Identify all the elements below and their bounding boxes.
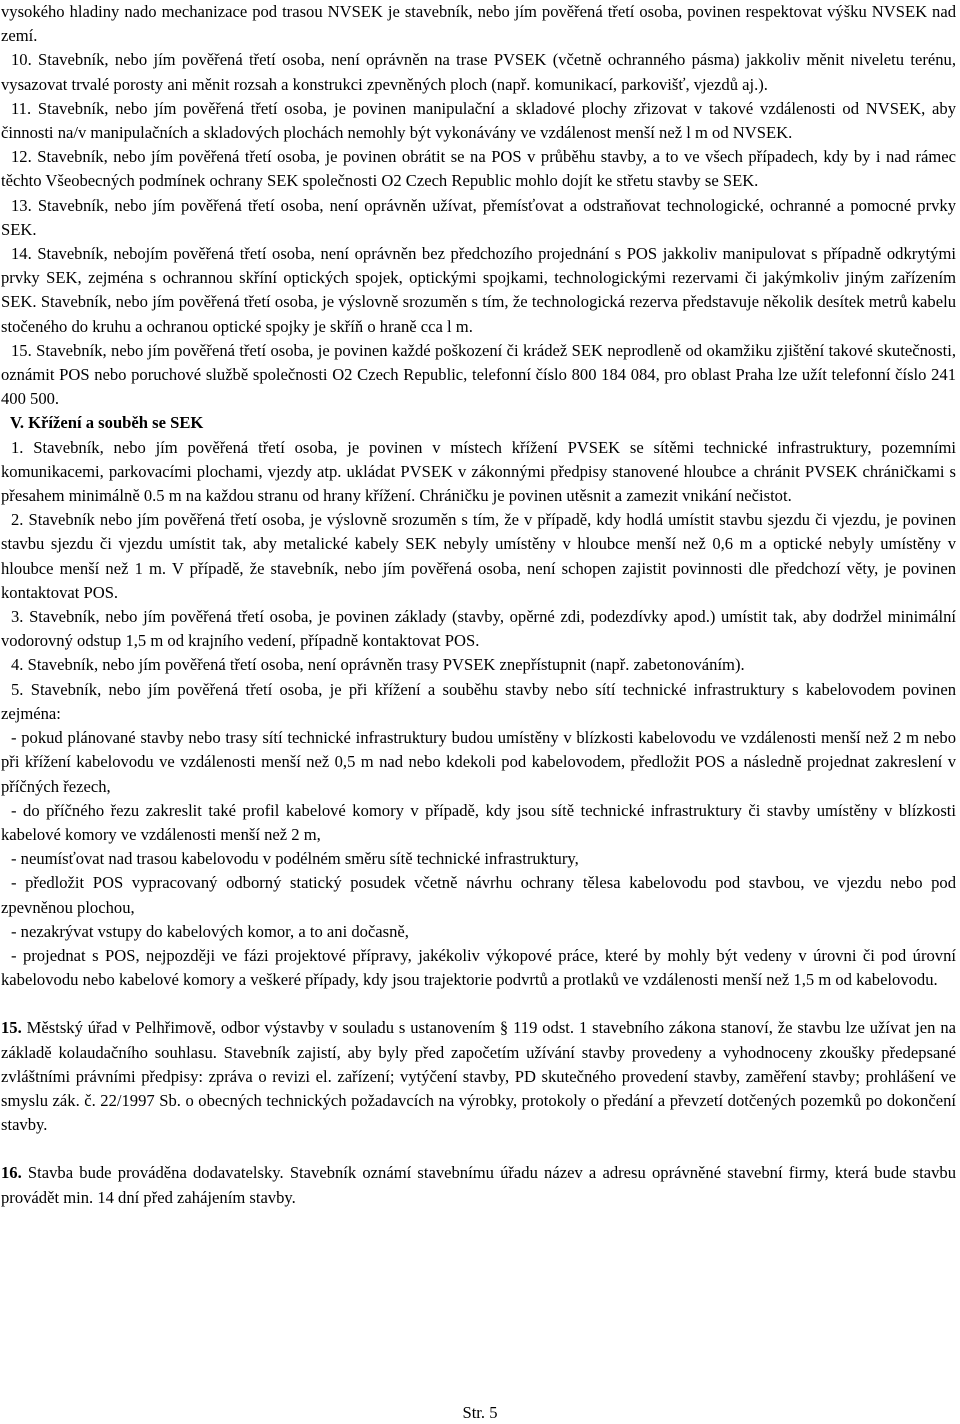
condition-15 [1, 1016, 956, 1137]
paragraph-12: 12. Stavebník, nebo jím pověřená třetí osoba, je povinen obrátit se na POS v průběhu stavby, a to ve všech případech, kdy by i nad rámec těchto Všeobecných podmínek ochrany SEK společnosti O2 Czech Republic mohlo dojít ke střetu stavby se SEK. [1, 147, 956, 191]
list-item: - neumísťovat nad trasou kabelovodu v podélném směru sítě technické infrastruktury, [11, 849, 579, 869]
condition-16-text: Stavba bude prováděna dodavatelsky. Stavebník oznámí stavebnímu úřadu název a adresu oprávněné stavební firmy, která bude stavbu provádět min. 14 dní před zahájením stavby. [1, 1163, 956, 1207]
spacer [1, 1137, 956, 1161]
section-paragraph-3: 3. Stavebník, nebo jím pověřená třetí osoba, je povinen základy (stavby, opěrné zdi, podezdívky apod.) umístit tak, aby dodržel minimální vodorovný odstup 1,5 m od krajního vedení, případně kontaktovat POS. [1, 607, 956, 651]
paragraph-15-sek: 15. Stavebník, nebo jím pověřená třetí osoba, je povinen každé poškození či krádež SEK neprodleně od okamžiku zjištění takové skutečnosti, oznámit POS nebo poruchové službě společnosti O2 Czech Republic, telefonní číslo 800 184 084, pro oblast Praha lze užít telefonní číslo 241 400 500. [1, 340, 956, 409]
list-item: - do příčného řezu zakreslit také profil kabelové komory v případě, kdy jsou sítě technické infrastruktury či stavby umístěny v blízkosti kabelové komory ve vzdálenosti menší než 2 m, [1, 800, 956, 844]
paragraph-continuation: vysokého hladiny nado mechanizace pod trasou NVSEK je stavebník, nebo jím pověřená třetí osoba, povinen respektovat výšku NVSEK nad zemí. [1, 2, 956, 46]
section-paragraph-2: 2. Stavebník nebo jím pověřená třetí osoba, je výslovně srozuměn s tím, že v případě, kdy hodlá umístit stavbu sjezdu či vjezdu, je povinen stavbu sjezdu či vjezdu umístit tak, aby metalické kabely SEK nebyly umístěny v hloubce menší než 0,6 m a optické nebyly umístěny v hloubce menší než 1 m. V případě, že stavebník, nebo jím pověřená osoba, není schopen zajistit povinnosti dle předchozí věty, je povinen kontaktovat POS. [1, 510, 956, 602]
list-item: - nezakrývat vstupy do kabelových komor, a to ani dočasně, [11, 921, 409, 941]
paragraph-10: 10. Stavebník, nebo jím pověřená třetí osoba, není oprávněn na trase PVSEK (včetně ochranného pásma) jakkoliv měnit niveletu terénu, vysazovat trvalé porosty ani měnit rozsah a konstrukci zpevněných ploch (např. komunikací, parkovišť, vjezdů aj.). [1, 50, 956, 94]
condition-16-number: 16. [1, 1163, 22, 1183]
section-paragraph-5: 5. Stavebník, nebo jím pověřená třetí osoba, je při křížení a souběhu stavby nebo sítí technické infrastruktury s kabelovodem povinen zejména: [1, 679, 956, 723]
list-item: - projednat s POS, nejpozději ve fázi projektové přípravy, jakékoliv výkopové práce, které by mohly být vedeny v úrovni či pod úrovní kabelovodu nebo kabelové komory a veškeré případy, kdy jsou trajektorie podvrtů a protlaků ve vzdálenosti menší než 1,5 m od kabelovodu. [1, 945, 956, 990]
section-paragraph-4: 4. Stavebník, nebo jím pověřená třetí osoba, není oprávněn trasy PVSEK znepřístupnit (např. zabetonováním). [11, 655, 745, 675]
document-page [1, 0, 956, 1210]
section-heading: V. Křížení a souběh se SEK [10, 413, 204, 433]
section-paragraph-1: 1. Stavebník, nebo jím pověřená třetí osoba, je povinen v místech křížení PVSEK se sítěmi technické infrastruktury, pozemními komunikacemi, parkovacími plochami, vjezdy atp. ukládat PVSEK v zákonnými předpisy stanovené hloubce a chránit PVSEK chráničkami s přesahem minimálně 0.5 m na každou stranu od hrany křížení. Chráničku je povinen utěsnit a zamezit vnikání nečistot. [1, 437, 956, 506]
list-item: - předložit POS vypracovaný odborný statický posudek včetně návrhu ochrany tělesa kabelovodu pod stavbou, ve vjezdu nebo pod zpevněnou plochou, [1, 873, 956, 917]
page-number: Str. 5 [462, 1403, 498, 1422]
paragraph-11: 11. Stavebník, nebo jím pověřená třetí osoba, je povinen manipulační a skladové plochy zřizovat v takové vzdálenosti od NVSEK, aby činnosti na/v manipulačních a skladových plochách nemohly být vykonávány ve vzdálenost menší než l m od NVSEK. [1, 98, 956, 143]
paragraph-14: 14. Stavebník, nebojím pověřená třetí osoba, není oprávněn bez předchozího projednání s POS jakkoliv manipulovat s případně odkrytými prvky SEK, zejména s ochrannou skříní optických spojek, optickými spojkami, technologickými rezervami či jakýmkoliv jiným zařízením SEK. Stavebník, nebo jím pověřená třetí osoba, je výslovně srozuměn s tím, že technologická rezerva představuje několik desítek metrů kabelu stočeného do kruhu a ochranou optické spojky je skříň o hraně cca l m. [1, 244, 956, 336]
spacer [1, 992, 956, 1016]
condition-16 [1, 1161, 956, 1209]
condition-15-text: Městský úřad v Pelhřimově, odbor výstavby v souladu s ustanovením § 119 odst. 1 stavebního zákona stanoví, že stavbu lze užívat jen na základě kolaudačního souhlasu. Stavebník zajistí, aby byly před započetím užívání stavby provedeny a vyhodnoceny zkoušky předepsané zvláštními právními předpisy: zpráva o revizi el. zařízení; vytýčení stavby, PD skutečného provedení stavby, zaměření stavby; prohlášení ve smyslu zák. č. 22/1997 Sb. o obecných technických požadavcích na výrobky, protokoly o předání a převzetí dotčených pozemků po dokončení stavby. [1, 1018, 956, 1135]
condition-15-number: 15. [1, 1018, 22, 1038]
paragraph-13: 13. Stavebník, nebo jím pověřená třetí osoba, není oprávněn užívat, přemísťovat a odstraňovat technologické, ochranné a pomocné prvky SEK. [1, 195, 956, 239]
list-item: - pokud plánované stavby nebo trasy sítí technické infrastruktury budou umístěny v blízkosti kabelovodu ve vzdálenosti menší než 2 m nebo při křížení kabelovodu ve vzdálenosti menší než 0,5 m nad nebo kdekoli pod kabelovodem, předložit POS a následně projednat zakreslení v příčných řezech, [1, 728, 956, 796]
